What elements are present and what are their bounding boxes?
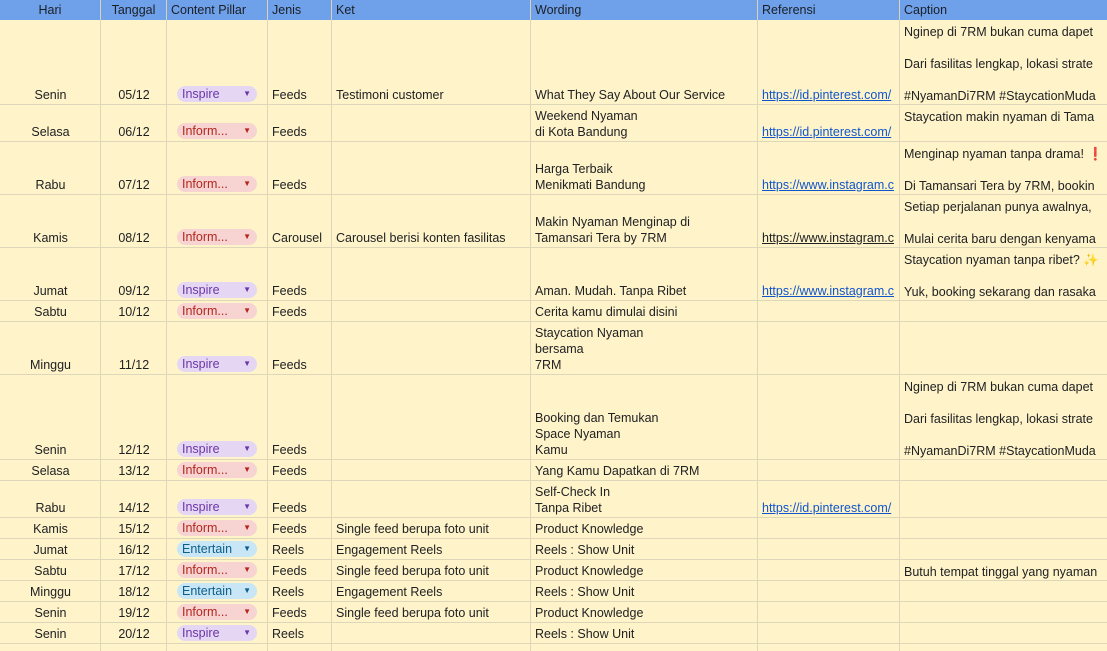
content-pillar-dropdown[interactable] [177, 625, 257, 641]
cell-ket[interactable] [332, 248, 531, 300]
cell-referensi[interactable] [758, 602, 900, 622]
content-pillar-dropdown[interactable] [177, 520, 257, 536]
cell-jenis[interactable] [268, 105, 332, 141]
cell-referensi[interactable] [758, 375, 900, 459]
wording-line: Staycation Nyaman [535, 326, 644, 340]
column-divider [757, 20, 758, 651]
cell-hari[interactable] [0, 560, 101, 580]
wording-line: Product Knowledge [535, 606, 644, 620]
cell-ket[interactable] [332, 375, 531, 459]
cell-tanggal-text: 15/12 [118, 522, 150, 536]
wording-line: Product Knowledge [535, 522, 644, 536]
caption-line: Nginep di 7RM bukan cuma dapet [904, 25, 1094, 39]
cell-jenis[interactable] [268, 623, 332, 643]
caption-line: Setiap perjalanan punya awalnya, [904, 200, 1092, 214]
cell-jenis-text: Feeds [272, 606, 307, 620]
content-pillar-label: Entertain [182, 584, 233, 598]
cell-referensi[interactable] [758, 481, 900, 517]
cell-ket-text: Engagement Reels [336, 585, 443, 599]
content-pillar-label: Inform... [182, 521, 228, 535]
cell-hari-text: Kamis [33, 231, 68, 245]
cell-ket[interactable] [332, 105, 531, 141]
cell-wording[interactable] [531, 142, 758, 194]
column-header-wording[interactable]: Wording [531, 0, 758, 20]
content-pillar-dropdown[interactable] [177, 303, 257, 319]
cell-jenis[interactable] [268, 460, 332, 480]
cell-hari[interactable] [0, 105, 101, 141]
cell-referensi[interactable] [758, 105, 900, 141]
wording-line: Reels : Show Unit [535, 543, 635, 557]
caption-line: Dari fasilitas lengkap, lokasi strate [904, 412, 1093, 426]
cell-pillar[interactable] [167, 322, 268, 374]
reference-link[interactable]: https://id.pinterest.com/ [762, 501, 892, 515]
dropdown-arrow-icon: ▼ [243, 179, 251, 188]
cell-hari-text: Senin [34, 606, 67, 620]
column-header-tanggal[interactable]: Tanggal [101, 0, 167, 20]
cell-tanggal[interactable] [101, 322, 167, 374]
dropdown-arrow-icon: ▼ [243, 502, 251, 511]
dropdown-arrow-icon: ▼ [243, 523, 251, 532]
cell-wording[interactable] [531, 460, 758, 480]
cell-jenis-text: Feeds [272, 464, 307, 478]
caption-line [904, 268, 1103, 284]
cell-ket-text: Testimoni customer [336, 88, 444, 102]
cell-hari[interactable] [0, 518, 101, 538]
column-divider [100, 20, 101, 651]
cell-caption[interactable] [900, 518, 1107, 538]
cell-caption[interactable] [900, 195, 1107, 247]
content-pillar-label: Inspire [182, 87, 220, 101]
cell-pillar[interactable] [167, 460, 268, 480]
column-header-ket[interactable]: Ket [332, 0, 531, 20]
caption-line: Staycation nyaman tanpa ribet? ✨ [904, 253, 1099, 267]
content-pillar-dropdown[interactable] [177, 441, 257, 457]
dropdown-arrow-icon: ▼ [243, 607, 251, 616]
cell-hari-text: Sabtu [34, 305, 67, 319]
content-pillar-label: Inspire [182, 500, 220, 514]
wording-line: Reels : Show Unit [535, 627, 635, 641]
cell-jenis[interactable] [268, 375, 332, 459]
column-header-content-pillar[interactable]: Content Pillar [167, 0, 268, 20]
caption-line: Nginep di 7RM bukan cuma dapet [904, 380, 1094, 394]
cell-ket-text: Single feed berupa foto unit [336, 522, 489, 536]
cell-hari[interactable] [0, 460, 101, 480]
cell-ket[interactable] [332, 539, 531, 559]
cell-tanggal-text: 09/12 [118, 284, 150, 298]
cell-tanggal-text: 11/12 [118, 358, 150, 372]
content-pillar-dropdown[interactable] [177, 499, 257, 515]
cell-ket[interactable] [332, 518, 531, 538]
cell-caption[interactable] [900, 105, 1107, 141]
cell-referensi[interactable] [758, 322, 900, 374]
cell-hari-text: Minggu [30, 358, 71, 372]
cell-hari[interactable] [0, 375, 101, 459]
wording-line: Self-Check In [535, 485, 611, 499]
cell-tanggal-text: 14/12 [118, 501, 150, 515]
caption-line: #NyamanDi7RM #StaycationMuda [904, 89, 1096, 103]
column-divider [166, 20, 167, 651]
cell-ket[interactable] [332, 560, 531, 580]
content-pillar-dropdown[interactable] [177, 123, 257, 139]
dropdown-arrow-icon: ▼ [243, 232, 251, 241]
cell-wording[interactable] [531, 518, 758, 538]
caption-line [904, 40, 1103, 56]
cell-wording[interactable] [531, 301, 758, 321]
cell-hari-text: Jumat [33, 284, 68, 298]
cell-ket[interactable] [332, 322, 531, 374]
dropdown-arrow-icon: ▼ [243, 586, 251, 595]
cell-ket[interactable] [332, 195, 531, 247]
cell-referensi[interactable] [758, 518, 900, 538]
dropdown-arrow-icon: ▼ [243, 465, 251, 474]
caption-line [904, 215, 1103, 231]
cell-ket[interactable] [332, 301, 531, 321]
cell-wording[interactable] [531, 20, 758, 104]
cell-referensi[interactable] [758, 560, 900, 580]
content-pillar-label: Inspire [182, 626, 220, 640]
wording-line: Booking dan Temukan [535, 411, 659, 425]
column-divider [331, 20, 332, 651]
column-header-referensi[interactable]: Referensi [758, 0, 900, 20]
cell-ket-text: Carousel berisi konten fasilitas [336, 231, 506, 245]
reference-link[interactable]: https://www.instagram.c [762, 231, 894, 245]
content-pillar-dropdown[interactable] [177, 356, 257, 372]
wording-line: Menikmati Bandung [535, 178, 646, 192]
dropdown-arrow-icon: ▼ [243, 628, 251, 637]
content-pillar-label: Inspire [182, 283, 220, 297]
caption-line: Di Tamansari Tera by 7RM, bookin [904, 179, 1095, 193]
cell-hari-text: Senin [34, 443, 67, 457]
cell-hari[interactable] [0, 20, 101, 104]
caption-line: Staycation makin nyaman di Tama [904, 110, 1095, 124]
cell-jenis[interactable] [268, 322, 332, 374]
cell-referensi[interactable] [758, 581, 900, 601]
column-divider [899, 20, 900, 651]
cell-caption[interactable] [900, 481, 1107, 517]
cell-jenis-text: Carousel [272, 231, 323, 245]
cell-pillar[interactable] [167, 375, 268, 459]
cell-hari-text: Rabu [35, 178, 66, 192]
column-header-hari[interactable]: Hari [0, 0, 101, 20]
content-pillar-label: Entertain [182, 542, 233, 556]
cell-pillar[interactable] [167, 20, 268, 104]
cell-hari[interactable] [0, 195, 101, 247]
content-pillar-label: Inform... [182, 124, 228, 138]
cell-pillar[interactable] [167, 560, 268, 580]
cell-wording[interactable] [531, 602, 758, 622]
cell-caption[interactable] [900, 142, 1107, 194]
cell-jenis[interactable] [268, 20, 332, 104]
cell-tanggal-text: 13/12 [118, 464, 150, 478]
cell-wording[interactable] [531, 105, 758, 141]
wording-line: Tanpa Ribet [535, 501, 602, 515]
caption-line [904, 395, 1103, 411]
cell-pillar[interactable] [167, 602, 268, 622]
cell-jenis[interactable] [268, 481, 332, 517]
cell-tanggal[interactable] [101, 560, 167, 580]
cell-jenis-text: Feeds [272, 125, 307, 139]
cell-wording[interactable] [531, 481, 758, 517]
dropdown-arrow-icon: ▼ [243, 544, 251, 553]
cell-tanggal-text: 16/12 [118, 543, 150, 557]
cell-referensi[interactable] [758, 248, 900, 300]
cell-hari[interactable] [0, 322, 101, 374]
cell-hari[interactable] [0, 581, 101, 601]
cell-referensi[interactable] [758, 301, 900, 321]
content-pillar-label: Inform... [182, 563, 228, 577]
cell-tanggal[interactable] [101, 375, 167, 459]
cell-wording[interactable] [531, 623, 758, 643]
cell-wording[interactable] [531, 581, 758, 601]
cell-hari-text: Senin [34, 627, 67, 641]
wording-line: Weekend Nyaman [535, 109, 638, 123]
cell-referensi[interactable] [758, 460, 900, 480]
caption-line: Menginap nyaman tanpa drama! ❗ [904, 147, 1104, 161]
cell-hari-text: Selasa [31, 125, 70, 139]
cell-pillar[interactable] [167, 142, 268, 194]
cell-ket[interactable] [332, 481, 531, 517]
content-pillar-label: Inform... [182, 605, 228, 619]
cell-jenis[interactable] [268, 539, 332, 559]
reference-link[interactable]: https://id.pinterest.com/ [762, 125, 892, 139]
cell-hari[interactable] [0, 539, 101, 559]
dropdown-arrow-icon: ▼ [243, 444, 251, 453]
cell-wording[interactable] [531, 248, 758, 300]
cell-jenis-text: Feeds [272, 564, 307, 578]
cell-wording[interactable] [531, 322, 758, 374]
cell-ket-text: Single feed berupa foto unit [336, 606, 489, 620]
cell-caption[interactable] [900, 248, 1107, 300]
cell-jenis-text: Feeds [272, 88, 307, 102]
cell-tanggal[interactable] [101, 142, 167, 194]
reference-link[interactable]: https://id.pinterest.com/ [762, 88, 892, 102]
cell-hari[interactable] [0, 301, 101, 321]
content-pillar-dropdown[interactable] [177, 541, 257, 557]
cell-ket-text: Single feed berupa foto unit [336, 564, 489, 578]
cell-ket[interactable] [332, 602, 531, 622]
cell-wording[interactable] [531, 560, 758, 580]
cell-caption[interactable] [900, 539, 1107, 559]
wording-line: di Kota Bandung [535, 125, 628, 139]
cell-hari[interactable] [0, 602, 101, 622]
caption-line [904, 162, 1103, 178]
column-divider [267, 20, 268, 651]
cell-caption[interactable] [900, 460, 1107, 480]
caption-line: Butuh tempat tinggal yang nyaman [904, 565, 1098, 579]
content-pillar-label: Inspire [182, 442, 220, 456]
cell-referensi[interactable] [758, 195, 900, 247]
cell-wording[interactable] [531, 539, 758, 559]
cell-caption[interactable] [900, 602, 1107, 622]
cell-tanggal[interactable] [101, 481, 167, 517]
cell-caption[interactable] [900, 560, 1107, 580]
caption-line: Mulai cerita baru dengan kenyama [904, 232, 1096, 246]
content-pillar-dropdown[interactable] [177, 462, 257, 478]
column-header-caption[interactable]: Caption [900, 0, 1107, 20]
cell-tanggal-text: 07/12 [118, 178, 150, 192]
cell-caption[interactable] [900, 623, 1107, 643]
cell-tanggal-text: 05/12 [118, 88, 150, 102]
dropdown-arrow-icon: ▼ [243, 89, 251, 98]
wording-line: bersama [535, 342, 584, 356]
cell-wording[interactable] [531, 195, 758, 247]
dropdown-arrow-icon: ▼ [243, 306, 251, 315]
cell-tanggal-text: 10/12 [118, 305, 150, 319]
reference-link[interactable]: https://www.instagram.c [762, 178, 894, 192]
content-pillar-dropdown[interactable] [177, 604, 257, 620]
cell-hari-text: Selasa [31, 464, 70, 478]
cell-jenis[interactable] [268, 195, 332, 247]
dropdown-arrow-icon: ▼ [243, 359, 251, 368]
cell-ket-text: Engagement Reels [336, 543, 443, 557]
cell-ket[interactable] [332, 581, 531, 601]
cell-tanggal[interactable] [101, 602, 167, 622]
cell-jenis[interactable] [268, 142, 332, 194]
content-pillar-label: Inform... [182, 230, 228, 244]
cell-jenis-text: Feeds [272, 501, 307, 515]
cell-referensi[interactable] [758, 539, 900, 559]
column-divider [530, 20, 531, 651]
cell-pillar[interactable] [167, 195, 268, 247]
content-pillar-dropdown[interactable] [177, 282, 257, 298]
wording-line: Harga Terbaik [535, 162, 613, 176]
content-pillar-label: Inform... [182, 177, 228, 191]
cell-jenis[interactable] [268, 301, 332, 321]
cell-jenis-text: Feeds [272, 284, 307, 298]
cell-caption[interactable] [900, 581, 1107, 601]
content-pillar-dropdown[interactable] [177, 583, 257, 599]
cell-jenis[interactable] [268, 248, 332, 300]
cell-caption[interactable] [900, 375, 1107, 459]
cell-wording[interactable] [531, 375, 758, 459]
content-pillar-dropdown[interactable] [177, 562, 257, 578]
cell-hari-text: Kamis [33, 522, 68, 536]
wording-line: Cerita kamu dimulai disini [535, 305, 678, 319]
cell-tanggal-text: 12/12 [118, 443, 150, 457]
wording-line: 7RM [535, 358, 562, 372]
cell-hari[interactable] [0, 623, 101, 643]
cell-ket[interactable] [332, 142, 531, 194]
cell-jenis[interactable] [268, 518, 332, 538]
cell-pillar[interactable] [167, 481, 268, 517]
cell-jenis-text: Feeds [272, 178, 307, 192]
cell-tanggal[interactable] [101, 105, 167, 141]
cell-tanggal[interactable] [101, 20, 167, 104]
cell-hari-text: Jumat [33, 543, 68, 557]
cell-jenis-text: Reels [272, 627, 304, 641]
caption-line [904, 427, 1103, 443]
cell-caption[interactable] [900, 322, 1107, 374]
caption-line: Dari fasilitas lengkap, lokasi strate [904, 57, 1093, 71]
content-pillar-dropdown[interactable] [177, 176, 257, 192]
wording-line: Aman. Mudah. Tanpa Ribet [535, 284, 687, 298]
content-pillar-label: Inform... [182, 304, 228, 318]
dropdown-arrow-icon: ▼ [243, 285, 251, 294]
cell-ket[interactable] [332, 460, 531, 480]
cell-pillar[interactable] [167, 518, 268, 538]
cell-tanggal[interactable] [101, 539, 167, 559]
cell-tanggal[interactable] [101, 301, 167, 321]
content-pillar-label: Inform... [182, 463, 228, 477]
caption-line: Yuk, booking sekarang dan rasaka [904, 285, 1096, 299]
cell-caption[interactable] [900, 301, 1107, 321]
cell-hari[interactable] [0, 481, 101, 517]
content-pillar-dropdown[interactable] [177, 229, 257, 245]
cell-tanggal-text: 17/12 [118, 564, 150, 578]
wording-line: Tamansari Tera by 7RM [535, 231, 667, 245]
cell-hari-text: Senin [34, 88, 67, 102]
cell-tanggal-text: 06/12 [118, 125, 150, 139]
dropdown-arrow-icon: ▼ [243, 126, 251, 135]
cell-tanggal[interactable] [101, 518, 167, 538]
cell-hari-text: Sabtu [34, 564, 67, 578]
cell-referensi[interactable] [758, 623, 900, 643]
cell-caption[interactable] [900, 20, 1107, 104]
reference-link[interactable]: https://www.instagram.c [762, 284, 894, 298]
cell-pillar[interactable] [167, 623, 268, 643]
cell-jenis[interactable] [268, 581, 332, 601]
cell-pillar[interactable] [167, 105, 268, 141]
cell-tanggal-text: 08/12 [118, 231, 150, 245]
cell-tanggal-text: 19/12 [118, 606, 150, 620]
cell-jenis-text: Feeds [272, 443, 307, 457]
cell-pillar[interactable] [167, 581, 268, 601]
cell-jenis-text: Reels [272, 585, 304, 599]
cell-tanggal-text: 20/12 [118, 627, 150, 641]
cell-tanggal[interactable] [101, 460, 167, 480]
cell-referensi[interactable] [758, 142, 900, 194]
caption-line: #NyamanDi7RM #StaycationMuda [904, 444, 1096, 458]
cell-pillar[interactable] [167, 539, 268, 559]
wording-line: Space Nyaman [535, 427, 621, 441]
content-pillar-dropdown[interactable] [177, 86, 257, 102]
content-pillar-label: Inspire [182, 357, 220, 371]
wording-line: Reels : Show Unit [535, 585, 635, 599]
wording-line: Makin Nyaman Menginap di [535, 215, 690, 229]
cell-ket[interactable] [332, 623, 531, 643]
caption-line [904, 72, 1103, 88]
wording-line: Yang Kamu Dapatkan di 7RM [535, 464, 700, 478]
cell-hari-text: Minggu [30, 585, 71, 599]
dropdown-arrow-icon: ▼ [243, 565, 251, 574]
cell-jenis[interactable] [268, 560, 332, 580]
cell-jenis-text: Feeds [272, 305, 307, 319]
cell-jenis-text: Feeds [272, 522, 307, 536]
cell-jenis[interactable] [268, 602, 332, 622]
cell-ket[interactable] [332, 20, 531, 104]
cell-hari[interactable] [0, 248, 101, 300]
cell-hari[interactable] [0, 142, 101, 194]
cell-tanggal[interactable] [101, 248, 167, 300]
wording-line: What They Say About Our Service [535, 88, 726, 102]
cell-tanggal[interactable] [101, 195, 167, 247]
cell-hari-text: Rabu [35, 501, 66, 515]
cell-pillar[interactable] [167, 248, 268, 300]
cell-jenis-text: Reels [272, 543, 304, 557]
cell-jenis-text: Feeds [272, 358, 307, 372]
cell-tanggal[interactable] [101, 581, 167, 601]
cell-referensi[interactable] [758, 20, 900, 104]
cell-tanggal-text: 18/12 [118, 585, 150, 599]
wording-line: Product Knowledge [535, 564, 644, 578]
cell-tanggal[interactable] [101, 623, 167, 643]
column-header-jenis[interactable]: Jenis [268, 0, 332, 20]
cell-pillar[interactable] [167, 301, 268, 321]
wording-line: Kamu [535, 443, 568, 457]
